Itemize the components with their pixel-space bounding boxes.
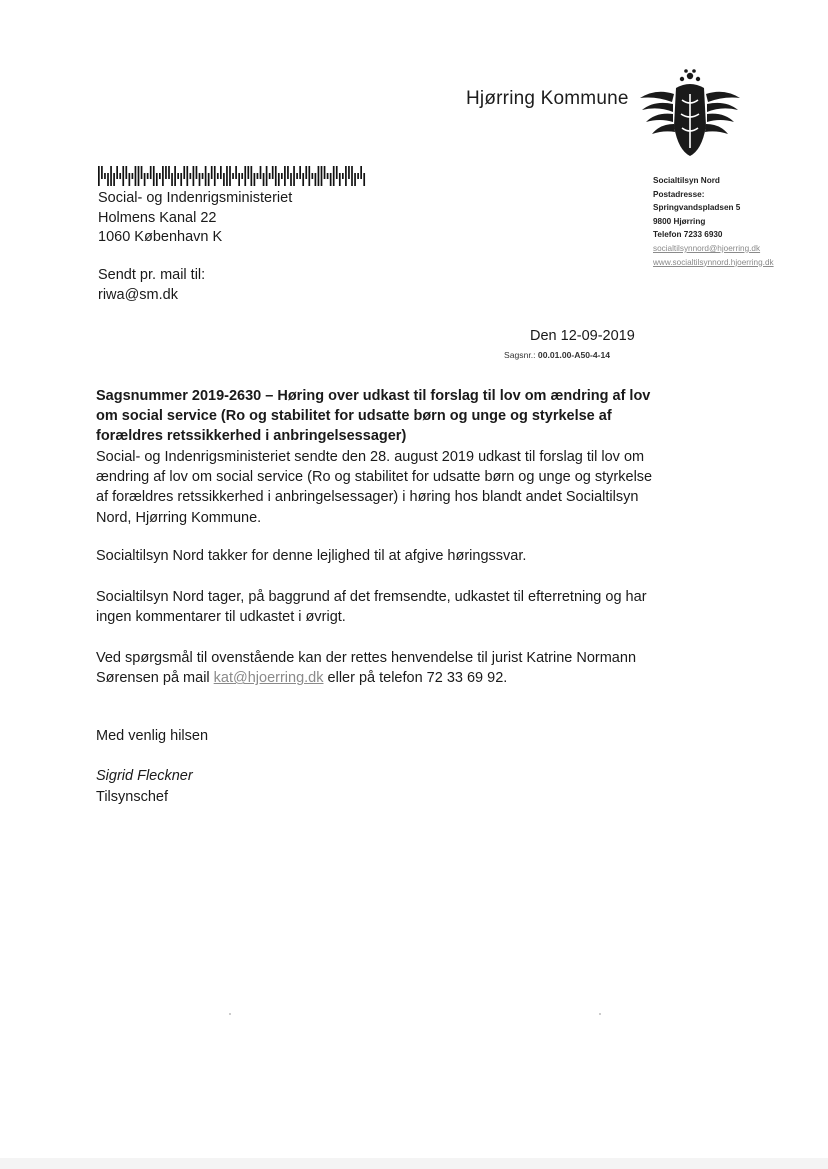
case-label: Sagsnr.: bbox=[504, 350, 536, 360]
barcode-bar bbox=[360, 166, 362, 179]
sender-block bbox=[653, 174, 774, 269]
paragraph-1: Social- og Indenrigsministeriet sendte den 28. august 2019 udkast til forslag til lov om ændring af lov om social service (Ro og stabilitet for udsatte børn og unge og styrkelse af forældres retssikkerhed i anbringelsessager) i høring hos blandt andet Socialtilsyn Nord, Hjørring Kommune. bbox=[96, 449, 653, 526]
barcode-bar bbox=[238, 173, 240, 186]
barcode-bar bbox=[141, 166, 143, 179]
barcode-bar bbox=[101, 166, 103, 179]
barcode-bar bbox=[348, 166, 350, 179]
letter-subject: Sagsnummer 2019-2630 – Høring over udkast til forslag til lov om ændring af lov om social service (Ro og stabilitet for udsatte børn og unge og styrkelse af forældres retssikkerhed i anbringelsessager) bbox=[96, 388, 651, 445]
recipient-line: 1060 København K bbox=[98, 229, 223, 245]
barcode-bar bbox=[153, 166, 155, 186]
paragraph-4-text: Ved spørgsmål til ovenstående kan der rettes henvendelse til jurist Katrine Normann Sørensen på mail bbox=[96, 650, 637, 687]
barcode-bar bbox=[183, 166, 185, 179]
barcode-bar bbox=[208, 173, 210, 186]
recipient-email: riwa@sm.dk bbox=[98, 286, 178, 303]
barcode-bar bbox=[177, 173, 179, 179]
barcode-bar bbox=[113, 173, 115, 186]
barcode-bar bbox=[333, 166, 335, 186]
barcode-bar bbox=[251, 166, 253, 186]
barcode-bar bbox=[266, 166, 268, 186]
sender-street: Springvandspladsen 5 bbox=[653, 203, 741, 213]
sender-web-link[interactable]: www.socialtilsynnord.hjoerring.dk bbox=[653, 257, 774, 267]
barcode-bar bbox=[107, 173, 109, 186]
paragraph-4 bbox=[96, 648, 656, 688]
barcode-bar bbox=[278, 173, 280, 186]
barcode-bar bbox=[147, 173, 149, 179]
barcode-bar bbox=[235, 166, 237, 179]
barcode-bar bbox=[354, 173, 356, 186]
barcode-bar bbox=[299, 166, 301, 179]
postal-barcode-icon bbox=[97, 166, 373, 186]
paragraph-4-phone-text: eller på telefon 72 33 69 92. bbox=[323, 670, 508, 687]
paragraph-3: Socialtilsyn Nord tager, på baggrund af det fremsendte, udkastet til efterretning og har ingen kommentarer til udkastet i øvrigt. bbox=[96, 589, 647, 626]
barcode-bar bbox=[330, 173, 332, 186]
barcode-bar bbox=[229, 166, 231, 186]
sender-city: 9800 Hjørring bbox=[653, 216, 706, 226]
barcode-bar bbox=[321, 166, 323, 186]
sender-phone: Telefon 7233 6930 bbox=[653, 230, 723, 240]
barcode-bar bbox=[122, 166, 124, 186]
barcode-bar bbox=[168, 166, 170, 179]
barcode-bar bbox=[272, 166, 274, 179]
barcode-bar bbox=[342, 173, 344, 179]
scan-speck bbox=[599, 1013, 601, 1015]
barcode-bar bbox=[199, 173, 201, 186]
barcode-bar bbox=[302, 173, 304, 186]
barcode-bar bbox=[162, 166, 164, 186]
barcode-bar bbox=[226, 166, 228, 186]
barcode-bar bbox=[193, 166, 195, 186]
barcode-bar bbox=[318, 166, 320, 186]
barcode-bar bbox=[315, 173, 317, 186]
municipality-name: Hjørring Kommune bbox=[466, 88, 629, 109]
sent-by-mail bbox=[98, 266, 205, 305]
barcode-bar bbox=[351, 166, 353, 186]
barcode-bar bbox=[336, 166, 338, 179]
barcode-bar bbox=[247, 166, 249, 179]
barcode-bar bbox=[324, 166, 326, 179]
barcode-bar bbox=[211, 166, 213, 179]
signer-name: Sigrid Fleckner bbox=[96, 768, 193, 784]
hjorring-coat-of-arms-icon bbox=[636, 66, 744, 160]
sender-postal-label: Postadresse: bbox=[653, 189, 705, 199]
recipient-line: Social- og Indenrigsministeriet bbox=[98, 190, 293, 206]
barcode-bar bbox=[275, 166, 277, 186]
barcode-bar bbox=[159, 173, 161, 179]
barcode-bar bbox=[263, 173, 265, 186]
barcode-bar bbox=[284, 166, 286, 186]
barcode-bar bbox=[196, 166, 198, 179]
barcode-bar bbox=[223, 173, 225, 186]
barcode-bar bbox=[180, 173, 182, 186]
barcode-bar bbox=[339, 173, 341, 186]
barcode-bar bbox=[327, 173, 329, 179]
barcode-bar bbox=[260, 166, 262, 179]
barcode-bar bbox=[174, 166, 176, 186]
barcode-bar bbox=[186, 166, 188, 186]
barcode-bar bbox=[129, 173, 131, 186]
barcode-bar bbox=[269, 173, 271, 179]
barcode-bar bbox=[363, 173, 365, 186]
barcode-bar bbox=[312, 173, 314, 179]
barcode-bar bbox=[287, 166, 289, 179]
barcode-bar bbox=[150, 166, 152, 179]
barcode-bar bbox=[119, 173, 121, 179]
barcode-bar bbox=[217, 173, 219, 179]
signer-title: Tilsynschef bbox=[96, 789, 168, 805]
sender-email-link[interactable]: socialtilsynnord@hjoerring.dk bbox=[653, 243, 761, 253]
barcode-bar bbox=[125, 166, 127, 179]
jurist-email-link[interactable]: kat@hjoerring.dk bbox=[213, 670, 324, 687]
barcode-bar bbox=[220, 166, 222, 179]
recipient-line: Holmens Kanal 22 bbox=[98, 209, 217, 226]
barcode-bar bbox=[345, 166, 347, 186]
scan-edge bbox=[0, 1158, 828, 1169]
paragraph-2: Socialtilsyn Nord takker for denne lejlighed til at afgive høringssvar. bbox=[96, 548, 527, 564]
barcode-bar bbox=[254, 173, 256, 186]
barcode-bar bbox=[171, 173, 173, 186]
barcode-bar bbox=[257, 173, 259, 179]
letter-date: Den 12-09-2019 bbox=[530, 328, 635, 344]
barcode-bar bbox=[190, 173, 192, 179]
barcode-bar bbox=[357, 173, 359, 179]
recipient-address bbox=[98, 189, 292, 248]
sender-name: Socialtilsyn Nord bbox=[653, 176, 720, 185]
case-number-value: 00.01.00-A50-4-14 bbox=[537, 350, 611, 360]
barcode-bar bbox=[296, 173, 298, 179]
barcode-bar bbox=[308, 166, 310, 186]
barcode-bar bbox=[138, 166, 140, 186]
barcode-bar bbox=[202, 173, 204, 179]
barcode-bar bbox=[241, 173, 243, 179]
barcode-bar bbox=[293, 166, 295, 186]
scan-speck bbox=[229, 1013, 231, 1015]
barcode-bar bbox=[116, 166, 118, 179]
barcode-bar bbox=[104, 173, 106, 179]
barcode-bar bbox=[165, 166, 167, 179]
barcode-bar bbox=[144, 173, 146, 186]
barcode-bar bbox=[232, 173, 234, 179]
barcode-bar bbox=[132, 173, 134, 179]
barcode-bar bbox=[281, 173, 283, 179]
barcode-bar bbox=[110, 166, 112, 186]
closing-greeting: Med venlig hilsen bbox=[96, 728, 209, 744]
barcode-bar bbox=[305, 166, 307, 179]
sent-label: Sendt pr. mail til: bbox=[98, 267, 206, 283]
case-number bbox=[504, 350, 610, 360]
barcode-bar bbox=[156, 173, 158, 186]
barcode-bar bbox=[98, 166, 100, 186]
barcode-bar bbox=[244, 166, 246, 186]
barcode-bar bbox=[135, 166, 137, 186]
barcode-bar bbox=[205, 166, 207, 186]
barcode-bar bbox=[290, 173, 292, 186]
barcode-bar bbox=[214, 166, 216, 186]
